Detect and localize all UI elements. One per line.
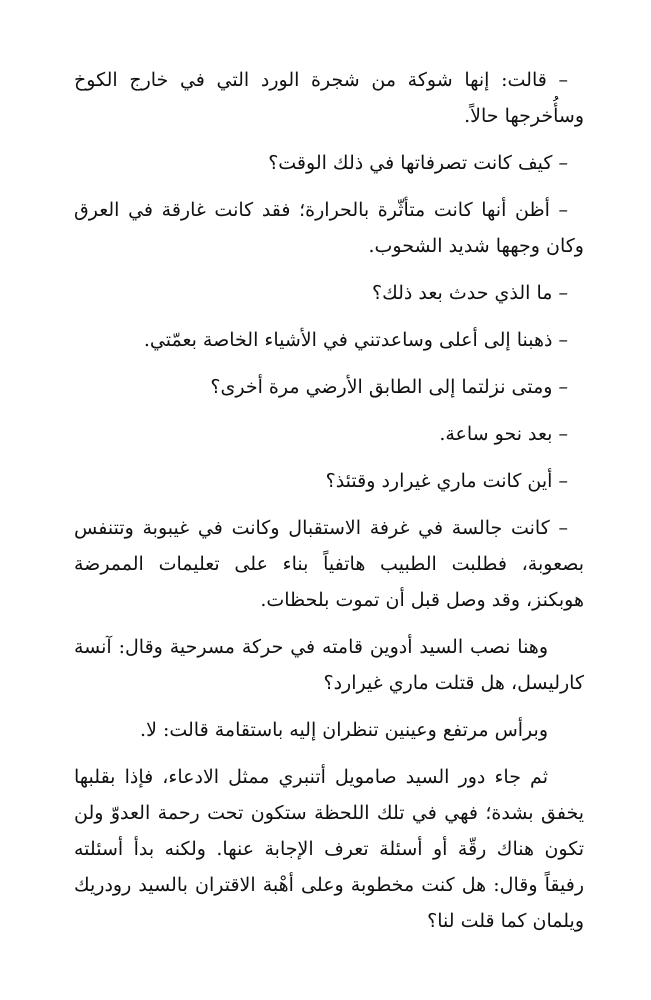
- dialogue-line: – أظن أنها كانت متأثّرة بالحرارة؛ فقد كانت غارقة في العرق وكان وجهها شديد الشحوب.: [74, 199, 584, 257]
- dialogue-line: – كانت جالسة في غرفة الاستقبال وكانت في غيبوبة وتتنفس بصعوبة، فطلبت الطبيب هاتفياً بناء على تعليمات الممرضة هوبكنز، وقد وصل قبل أن تموت بلحظات.: [74, 517, 584, 611]
- dialogue-line: – ومتى نزلتما إلى الطابق الأرضي مرة أخرى؟: [210, 376, 568, 398]
- dialogue-line: – قالت: إنها شوكة من شجرة الورد التي في خارج الكوخ وسأُخرجها حالاً.: [74, 69, 584, 127]
- dialogue-line: – بعد نحو ساعة.: [439, 423, 568, 445]
- dialogue-line: – ذهبنا إلى أعلى وساعدتني في الأشياء الخاصة بعمّتي.: [143, 329, 568, 351]
- narration-paragraph: وبرأس مرتفع وعينين تنظران إليه باستقامة قالت: لا.: [140, 719, 548, 741]
- book-page: [74, 62, 584, 950]
- narration-paragraph: ثم جاء دور السيد صامويل أتنبري ممثل الادعاء، فإذا بقلبها يخفق بشدة؛ فهي في تلك اللحظة ستكون تحت رحمة العدوّ ولن تكون هناك رقّة أو أسئلة تعرف الإجابة عنها. ولكنه بدأ أسئلته رفيقاً وقال: هل كنت مخطوبة وعلى أهْبة الاقتران بالسيد رودريك ويلمان كما قلت لنا؟: [74, 766, 584, 932]
- narration-paragraph: وهنا نصب السيد أدوين قامته في حركة مسرحية وقال: آنسة كارليسل، هل قتلت ماري غيرارد؟: [74, 636, 584, 694]
- dialogue-line: – أين كانت ماري غيرارد وقتئذ؟: [325, 470, 568, 492]
- dialogue-line: – ما الذي حدث بعد ذلك؟: [372, 282, 568, 304]
- dialogue-line: – كيف كانت تصرفاتها في ذلك الوقت؟: [268, 152, 568, 174]
